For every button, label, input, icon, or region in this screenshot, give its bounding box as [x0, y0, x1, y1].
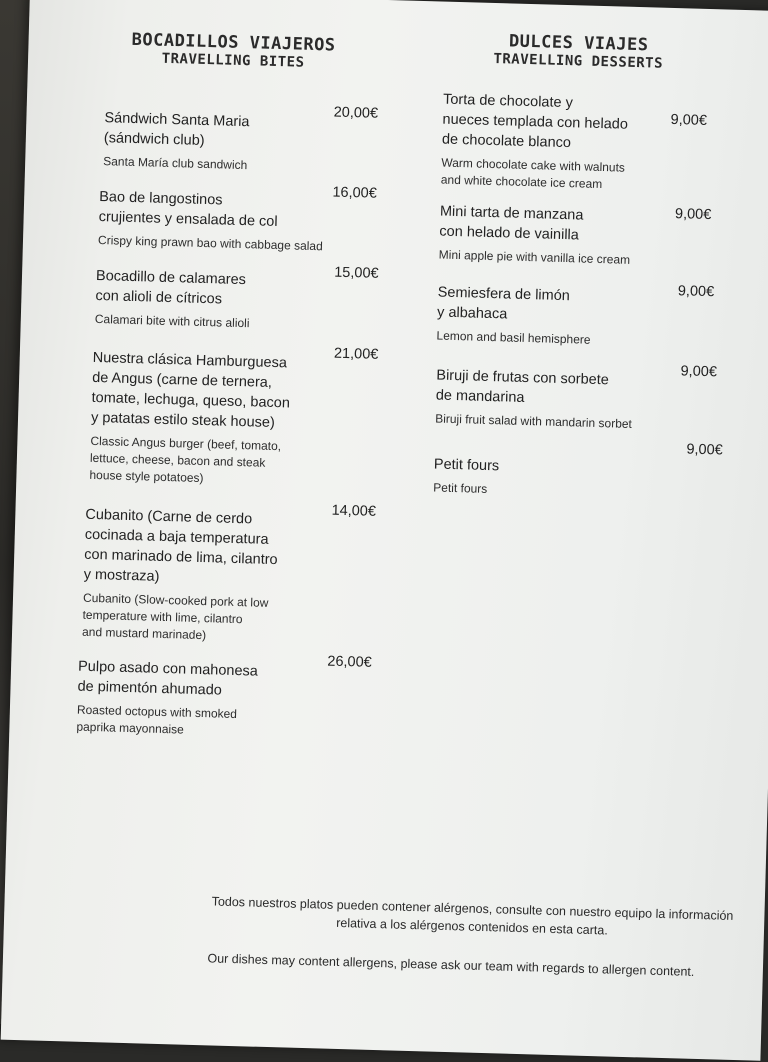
item-price: 9,00€ [670, 111, 708, 129]
item-price: 16,00€ [332, 184, 378, 202]
item-desc: Cubanito (Slow-cooked pork at low temperature with lime, cilantro and mustard marinade) [81, 590, 269, 643]
desserts-section-title [473, 30, 684, 73]
item-desc: Crispy king prawn bao with cabbage salad [97, 233, 323, 254]
item-name: Bocadillo de calamares con alioli de cítricos [95, 267, 247, 308]
item-name: Bao de langostinos crujientes y ensalada de col [98, 189, 278, 230]
menu-item-hamburguesa [89, 348, 333, 491]
menu-item-torta-chocolate [441, 90, 694, 196]
item-desc: Warm chocolate cake with walnuts and white chocolate ice cream [440, 155, 626, 192]
item-price: 21,00€ [333, 345, 379, 363]
item-name: Torta de chocolate y nueces templada con helado de chocolate blanco [441, 91, 629, 152]
item-desc: Santa María club sandwich [103, 154, 248, 173]
bites-title-en: TRAVELLING BITES [161, 50, 305, 71]
item-price: 14,00€ [331, 502, 377, 520]
item-price: 9,00€ [680, 363, 718, 381]
menu-item-calamares [95, 266, 327, 334]
item-price: 9,00€ [686, 441, 723, 459]
menu-item-biruji [435, 366, 687, 435]
menu-item-petit-fours [433, 454, 634, 502]
item-desc: Mini apple pie with vanilla ice cream [438, 247, 631, 267]
bites-section-title [118, 29, 349, 72]
menu-item-tarta-manzana [439, 202, 691, 271]
item-price: 9,00€ [677, 283, 715, 301]
item-name: Petit fours [433, 456, 500, 475]
item-desc: Petit fours [433, 480, 488, 496]
item-name: Pulpo asado con mahonesa de pimentón ahumado [77, 658, 259, 699]
menu-item-bao [98, 187, 370, 257]
item-desc: Classic Angus burger (beef, tomato, lettuce, cheese, bacon and steak house style potatoes) [89, 433, 282, 486]
menu-item-pulpo [76, 657, 318, 743]
menu-item-santa-maria [103, 108, 335, 176]
item-price: 15,00€ [334, 264, 379, 282]
item-name: Nuestra clásica Hamburguesa de Angus (carne de ternera, tomate, lechuga, queso, bacon y patatas estilo steak house) [90, 349, 291, 432]
item-desc: Biruji fruit salad with mandarin sorbet [434, 411, 633, 431]
allergen-notice-en: Our dishes may content allergens, please ask our team with regards to allergen content. [207, 951, 695, 979]
item-name: Cubanito (Carne de cerdo cocinada a baja temperatura con marinado de lima, cilantro y mostraza) [83, 506, 278, 585]
menu-sheet [1, 0, 768, 1061]
item-name: Semiesfera de limón y albahaca [436, 284, 571, 323]
item-desc: Calamari bite with citrus alioli [94, 311, 250, 331]
item-price: 9,00€ [674, 206, 712, 224]
item-price: 20,00€ [333, 104, 379, 122]
menu-item-cubanito [82, 505, 326, 648]
item-price: 26,00€ [327, 653, 372, 671]
menu-item-semiesfera [436, 283, 688, 352]
item-desc: Lemon and basil hemisphere [436, 328, 591, 347]
desserts-title-en: TRAVELLING DESSERTS [493, 50, 664, 72]
item-desc: Roasted octopus with smoked paprika mayonnaise [76, 702, 238, 737]
item-name: Biruji de frutas con sorbete de mandarina [435, 367, 610, 406]
item-name: Mini tarta de manzana con helado de vainilla [439, 203, 584, 244]
allergen-notice-es: Todos nuestros platos pueden contener alérgenos, consulte con nuestro equipo la información relativa a los alérgenos contenidos en esta carta. [211, 894, 734, 938]
bites-title-es: BOCADILLOS VIAJEROS [131, 29, 336, 56]
desserts-title-es: DULCES VIAJES [508, 31, 649, 56]
item-name: Sándwich Santa Maria (sándwich club) [103, 110, 250, 149]
